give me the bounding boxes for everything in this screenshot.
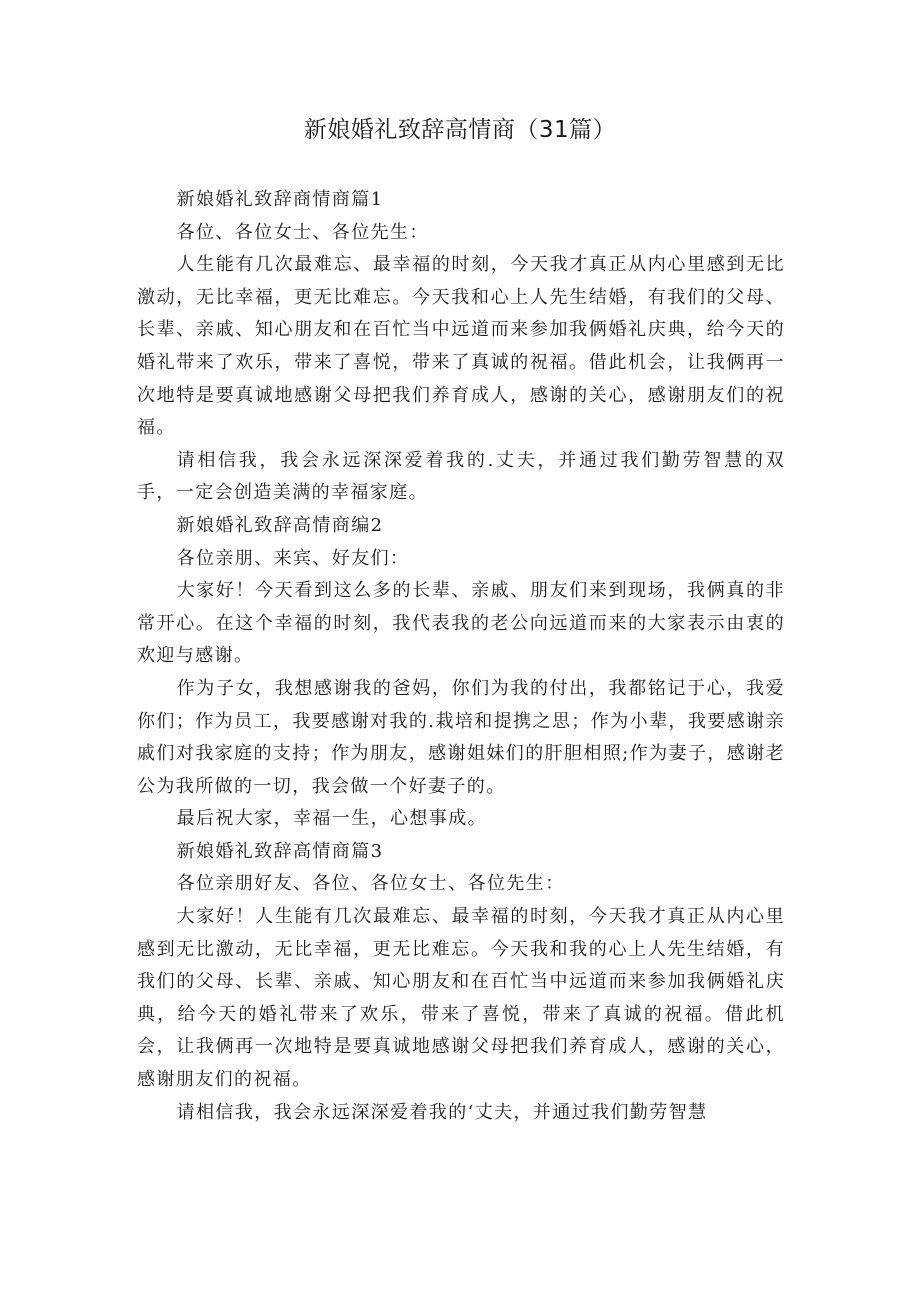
document-body bbox=[137, 184, 785, 1129]
salutation: 各位亲朋好友、各位、各位女士、各位先生： bbox=[176, 873, 565, 895]
salutation: 各位、各位女士、各位先生： bbox=[176, 221, 429, 243]
section-heading: 新娘婚礼致辞高情商编2 bbox=[176, 514, 384, 536]
document-title: 新娘婚礼致辞高情商（31篇） bbox=[303, 117, 617, 143]
body-paragraph: 最后祝大家，幸福一生，心想事成。 bbox=[176, 808, 487, 830]
body-paragraph: 作为子女，我想感谢我的爸妈，你们为我的付出，我都铭记于心，我爱你们；作为员工，我要感谢对我的.栽培和提携之思；作为小辈，我要感谢亲戚们对我家庭的支持；作为朋友，感谢姐妹们的肝胆相照;作为妻子，感谢老公为我所做的一切，我会做一个好妻子的。 bbox=[137, 677, 785, 797]
salutation: 各位亲朋、来宾、好友们： bbox=[176, 547, 410, 569]
body-paragraph: 请相信我，我会永远深深爱着我的.丈夫，并通过我们勤劳智慧的双手，一定会创造美满的幸福家庭。 bbox=[137, 449, 785, 504]
body-paragraph: 人生能有几次最难忘、最幸福的时刻，今天我才真正从内心里感到无比激动，无比幸福，更无比难忘。今天我和心上人先生结婚，有我们的父母、长辈、亲戚、知心朋友和在百忙当中远道而来参加我俩婚礼庆典，给今天的婚礼带来了欢乐，带来了喜悦，带来了真诚的祝福。借此机会，让我俩再一次地特是要真诚地感谢父母把我们养育成人，感谢的关心，感谢朋友们的祝福。 bbox=[137, 254, 785, 439]
section-heading: 新娘婚礼致辞商情商篇1 bbox=[176, 189, 384, 210]
body-paragraph: 大家好！人生能有几次最难忘、最幸福的时刻，今天我才真正从内心里感到无比激动，无比幸福，更无比难忘。今天我和我的心上人先生结婚，有我们的父母、长辈、亲戚、知心朋友和在百忙当中远道而来参加我俩婚礼庆典，给今天的婚礼带来了欢乐，带来了喜悦，带来了真诚的祝福。借此机会，让我俩再一次地特是要真诚地感谢父母把我们养育成人，感谢的关心，感谢朋友们的祝福。 bbox=[137, 906, 785, 1091]
body-paragraph: 大家好！今天看到这么多的长辈、亲戚、朋友们来到现场，我俩真的非常开心。在这个幸福的时刻，我代表我的老公向远道而来的大家表示由衷的欢迎与感谢。 bbox=[137, 580, 785, 667]
section-heading: 新娘婚礼致辞高情商篇3 bbox=[176, 840, 384, 862]
body-paragraph: 请相信我，我会永远深深爱着我的‘丈夫，并通过我们勤劳智慧 bbox=[176, 1101, 708, 1123]
